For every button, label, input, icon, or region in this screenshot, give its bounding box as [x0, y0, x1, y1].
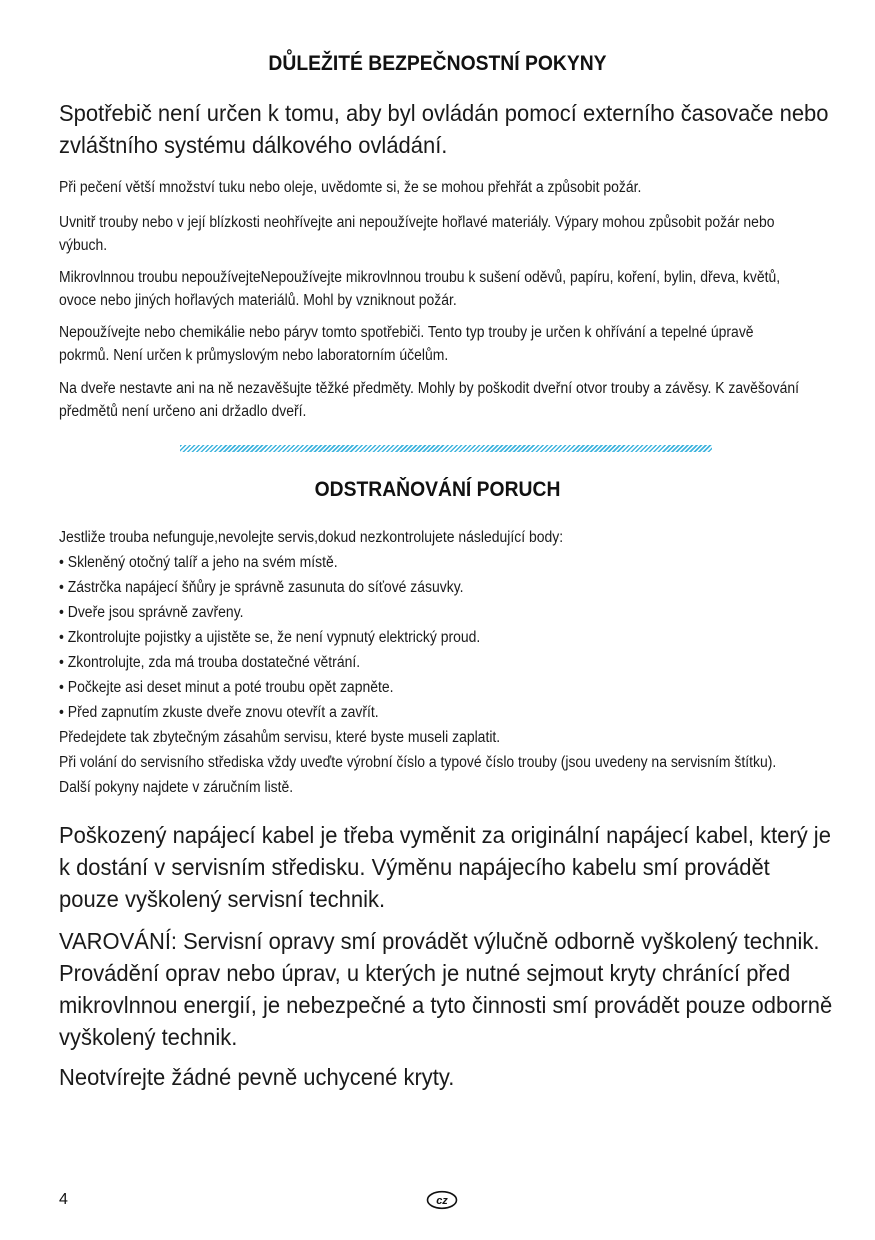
- safety-paragraph: Na dveře nestavte ani na ně nezavěšujte těžké předměty. Mohly by poškodit dveřní otvor trouby a závěsy. K zavěšování předmětů není určeno ani držadlo dveří.: [59, 380, 800, 420]
- checklist-item: • Zkontrolujte, zda má trouba dostatečné větrání.: [59, 654, 361, 671]
- troubleshooting-title: ODSTRAŇOVÁNÍ PORUCH: [314, 478, 561, 501]
- safety-paragraph: Nepoužívejte nebo chemikálie nebo páryv tomto spotřebiči. Tento typ trouby je určen k ohřívání a tepelné úpravě pokrmů. Není určen k průmyslovým nebo laboratorním účelům.: [59, 324, 754, 364]
- service-call-note: Při volání do servisního střediska vždy uveďte výrobní číslo a typové číslo trouby (jsou uvedeny na servisním štítku). Další pokyny najdete v záručním listě.: [59, 754, 777, 796]
- section-divider: [180, 445, 712, 452]
- warning-note: VAROVÁNÍ: Servisní opravy smí provádět výlučně odborně vyškolený technik. Provádění oprav nebo úprav, u kterých je nutné sejmout kryty chránící před mikrovlnnou energií, je nebezpečné a tyto činnosti smí provádět pouze odborně vyškolený technik.: [59, 928, 833, 1050]
- page-number: 4: [59, 1191, 68, 1208]
- troubleshooting-intro: Jestliže trouba nefunguje,nevolejte servis,dokud nezkontrolujete následující body:: [59, 529, 564, 546]
- covers-note: Neotvírejte žádné pevně uchycené kryty.: [59, 1064, 455, 1090]
- safety-paragraph: Při pečení větší množství tuku nebo oleje, uvědomte si, že se mohou přehřát a způsobit požár.: [59, 179, 642, 196]
- troubleshooting-note: Předejdete tak zbytečným zásahům servisu, které byste museli zaplatit.: [59, 729, 501, 746]
- safety-paragraph: Mikrovlnnou troubu nepoužívejteNepoužívejte mikrovlnnou troubu k sušení oděvů, papíru, koření, bylin, dřeva, květů, ovoce nebo jiných hořlavých materiálů. Mohl by vzniknout požár.: [59, 269, 781, 309]
- checklist-item: • Dveře jsou správně zavřeny.: [59, 604, 244, 621]
- safety-intro: Spotřebič není určen k tomu, aby byl ovládán pomocí externího časovače nebo zvláštního systému dálkového ovládání.: [59, 100, 829, 158]
- troubleshooting-list: [59, 525, 875, 800]
- checklist-item: • Skleněný otočný talíř a jeho na svém místě.: [59, 554, 338, 571]
- cable-note: Poškozený napájecí kabel je třeba vyměnit za originální napájecí kabel, který je k dostání v servisním středisku. Výměnu napájecího kabelu smí provádět pouze vyškolený servisní technik.: [59, 822, 831, 912]
- checklist-item: • Zástrčka napájecí šňůry je správně zasunuta do síťové zásuvky.: [59, 579, 464, 596]
- safety-paragraph: Uvnitř trouby nebo v její blízkosti neohřívejte ani nepoužívejte hořlavé materiály. Výpary mohou způsobit požár nebo výbuch.: [59, 214, 775, 254]
- checklist-item: • Počkejte asi deset minut a poté troubu opět zapněte.: [59, 679, 394, 696]
- checklist-item: • Před zapnutím zkuste dveře znovu otevřít a zavřít.: [59, 704, 379, 721]
- language-badge-label: cz: [436, 1195, 448, 1207]
- language-badge-icon: [426, 1190, 458, 1210]
- safety-title: DŮLEŽITÉ BEZPEČNOSTNÍ POKYNY: [268, 52, 607, 75]
- checklist-item: • Zkontrolujte pojistky a ujistěte se, že není vypnutý elektrický proud.: [59, 629, 481, 646]
